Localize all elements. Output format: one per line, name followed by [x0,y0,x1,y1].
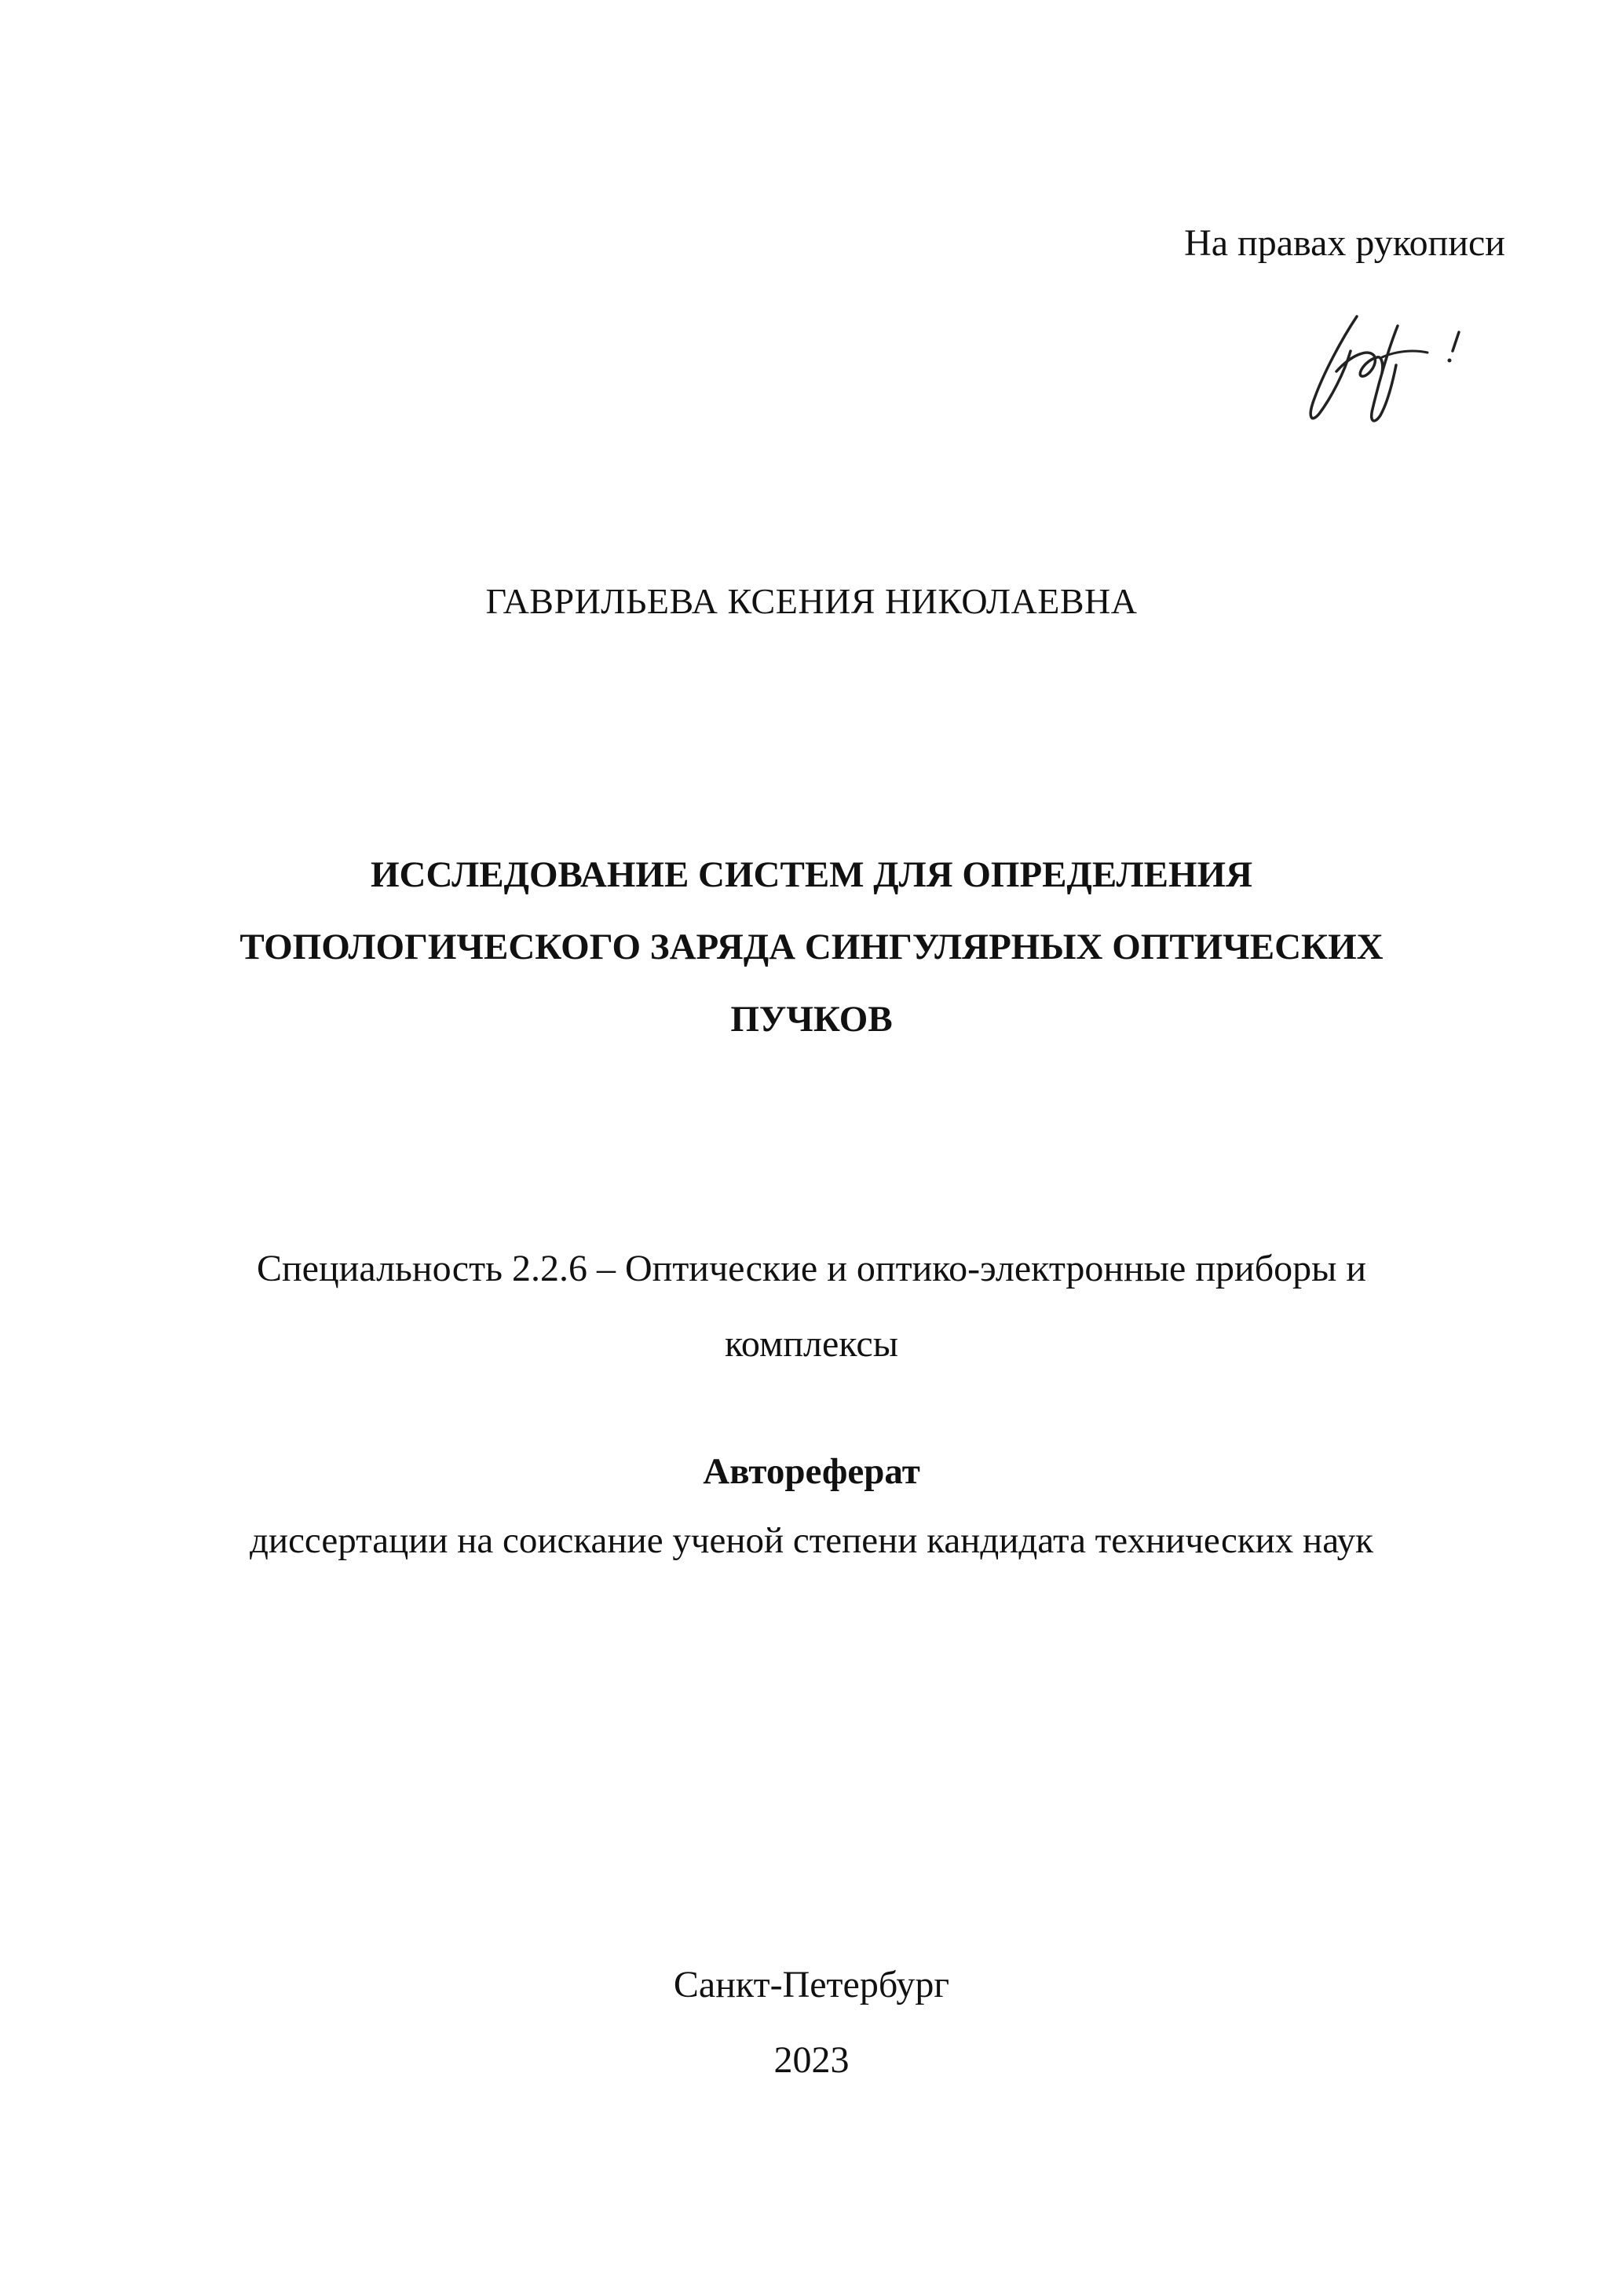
title-line: ИССЛЕДОВАНИЕ СИСТЕМ ДЛЯ ОПРЕДЕЛЕНИЯ [370,854,1253,895]
imprint [0,1947,1623,2098]
abstract-block [0,1437,1623,1575]
abstract-heading: Автореферат [703,1451,920,1492]
author-name: ГАВРИЛЬЕВА КСЕНИЯ НИКОЛАЕВНА [485,581,1138,621]
specialty-line: Специальность 2.2.6 – Оптические и оптико-электронные приборы и [256,1248,1367,1289]
year: 2023 [773,2039,850,2081]
manuscript-note: На правах рукописи [1184,222,1505,264]
title-line: ПУЧКОВ [730,999,893,1040]
city: Санкт-Петербург [673,1964,950,2005]
title-line: ТОПОЛОГИЧЕСКОГО ЗАРЯДА СИНГУЛЯРНЫХ ОПТИЧЕСКИХ [239,927,1384,967]
specialty [0,1231,1623,1382]
specialty-line: комплексы [725,1323,898,1365]
dissertation-title [0,839,1623,1055]
signature-icon [1296,310,1500,428]
abstract-subtitle: диссертации на соискание ученой степени кандидата технических наук [250,1520,1373,1561]
